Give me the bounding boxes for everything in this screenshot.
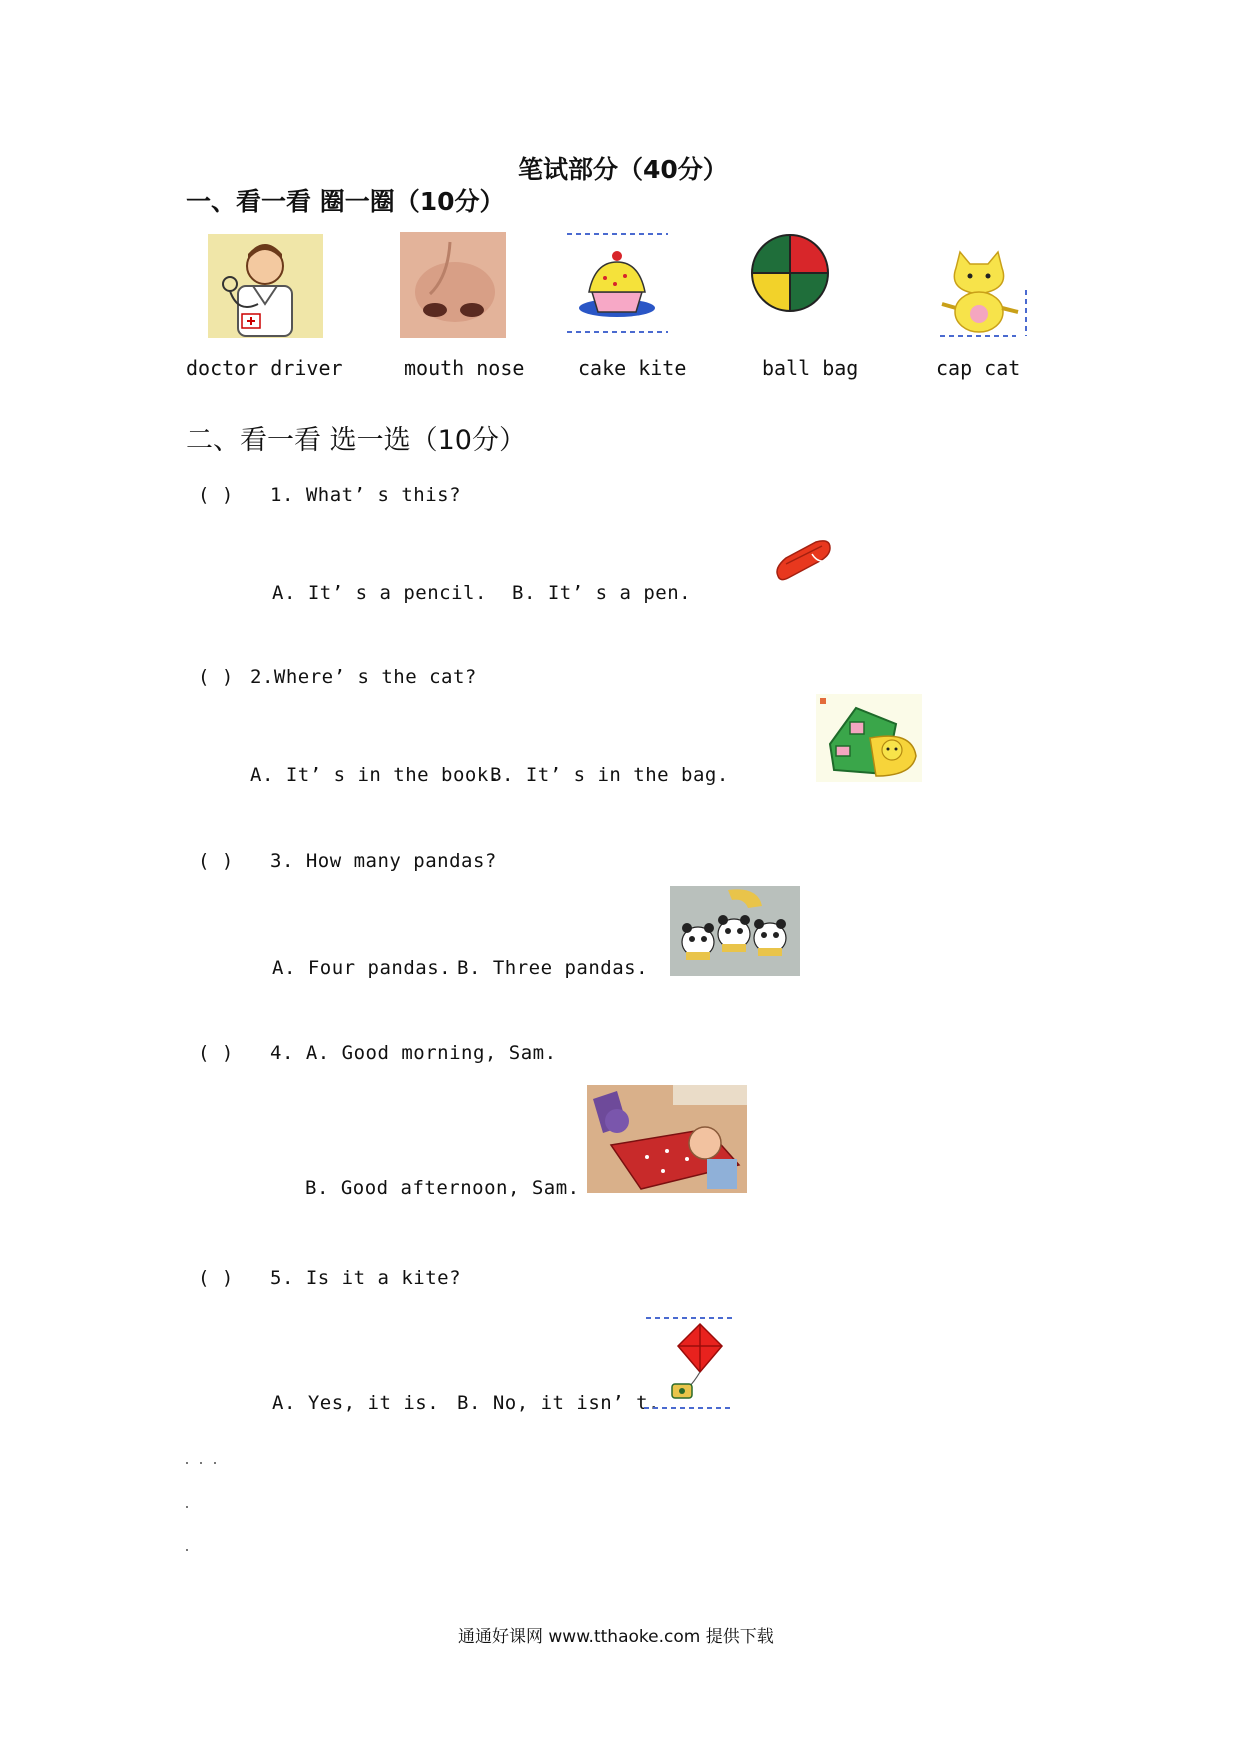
bedroom-scene-picture [587, 1085, 747, 1193]
word-pair-cap-cat[interactable]: cap cat [936, 356, 1021, 380]
ball-picture [750, 230, 830, 316]
question-3: 3. How many pandas? [270, 850, 497, 872]
question-4[interactable]: 4. A. Good morning, Sam. [270, 1042, 557, 1064]
cat-in-bag-picture [816, 694, 922, 782]
q2-option-a[interactable]: A. It’ s in the book. [250, 764, 501, 786]
word-pair-ball-bag[interactable]: ball bag [762, 356, 859, 380]
stray-dot [186, 1506, 188, 1508]
q3-option-b[interactable]: B. Three pandas. [457, 957, 649, 979]
stray-dot [186, 1549, 188, 1551]
q4-option-b[interactable]: B. Good afternoon, Sam. [305, 1177, 580, 1199]
question-1: 1. What’ s this? [270, 484, 462, 506]
question-5: 5. Is it a kite? [270, 1267, 462, 1289]
answer-bracket-q3[interactable]: ( ) [198, 850, 234, 872]
answer-bracket-q4[interactable]: ( ) [198, 1042, 234, 1064]
stray-dot [200, 1462, 202, 1464]
section-2-heading: 二、看一看 选一选（10分） [186, 425, 526, 456]
q1-option-a[interactable]: A. It’ s a pencil. [272, 582, 487, 604]
stray-dot [214, 1462, 216, 1464]
pandas-picture [670, 886, 800, 976]
q1-option-b[interactable]: B. It’ s a pen. [512, 582, 692, 604]
answer-bracket-q2[interactable]: ( ) [198, 666, 234, 688]
section-1-heading: 一、看一看 圈一圈（10分） [186, 187, 505, 216]
q2-option-b[interactable]: B. It’ s in the bag. [490, 764, 729, 786]
question-2: 2.Where’ s the cat? [250, 666, 477, 688]
word-pair-mouth-nose[interactable]: mouth nose [404, 356, 525, 380]
q3-option-a[interactable]: A. Four pandas. [272, 957, 452, 979]
cake-picture [565, 232, 670, 336]
pencil-case-picture [772, 538, 834, 584]
answer-bracket-q1[interactable]: ( ) [198, 484, 234, 506]
doctor-picture [208, 234, 323, 338]
word-pair-doctor-driver[interactable]: doctor driver [186, 356, 343, 380]
page-title: 笔试部分（40分） [518, 155, 728, 184]
answer-bracket-q5[interactable]: ( ) [198, 1267, 234, 1289]
stray-dot [186, 1462, 188, 1464]
footer-text: 通通好课网 www.tthaoke.com 提供下载 [458, 1627, 774, 1647]
cat-picture [938, 250, 1030, 338]
nose-picture [400, 232, 506, 338]
kite-picture [644, 1316, 736, 1410]
q5-option-b[interactable]: B. No, it isn’ t. [457, 1392, 660, 1414]
word-pair-cake-kite[interactable]: cake kite [578, 356, 687, 380]
q5-option-a[interactable]: A. Yes, it is. [272, 1392, 440, 1414]
